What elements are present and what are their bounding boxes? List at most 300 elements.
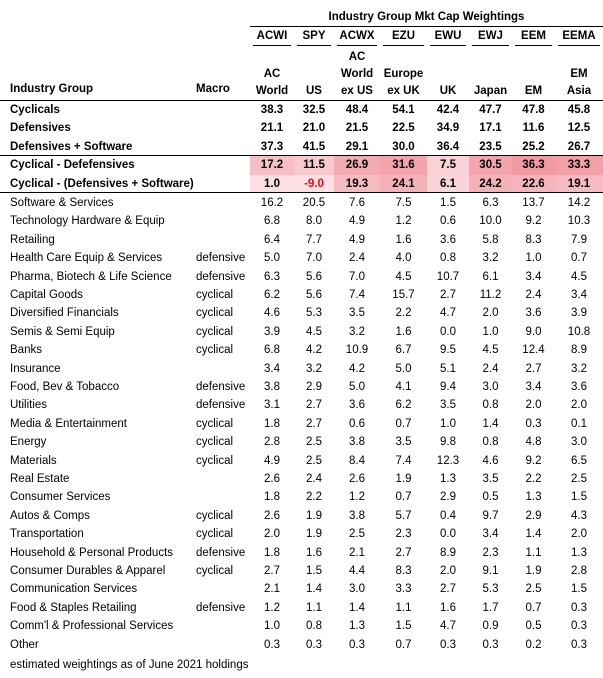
value-cell: 4.6 [482,454,499,467]
value-cell: 3.2 [306,362,322,375]
table-row [0,562,603,580]
region-header-line: Europe [383,68,424,80]
table-row [0,341,603,359]
value-cell: 1.3 [571,546,587,559]
value-cell: 3.0 [349,583,365,596]
value-cell: 3.8 [349,436,365,449]
macro-label: cyclical [196,454,234,467]
value-cell: 12.4 [522,344,545,357]
row-label: Materials [10,454,57,467]
value-cell: 26.7 [567,140,591,153]
value-cell: 2.7 [306,399,322,412]
value-cell: 4.7 [440,620,456,633]
row-label: Transportation [10,528,84,541]
value-cell: 2.1 [349,546,365,559]
macro-label: defensive [196,399,246,412]
row-label: Software & Services [10,197,114,209]
table-row [0,470,603,488]
macro-label: cyclical [196,289,234,301]
ticker-underline [515,45,552,46]
value-cell: 14.2 [567,197,591,209]
value-cell: 3.3 [395,583,412,596]
value-cell: 1.9 [525,565,542,577]
value-cell: 0.3 [571,620,587,633]
table-row [0,378,603,396]
value-cell: 9.2 [525,215,542,228]
region-header [294,83,334,100]
value-cell: 3.4 [525,381,542,393]
value-cell: 0.3 [571,638,587,651]
value-cell: 48.4 [345,104,369,116]
value-cell: 1.8 [264,491,280,504]
value-cell: 0.6 [349,417,365,430]
value-cell: 4.5 [482,344,499,357]
value-cell: 11.5 [294,156,334,174]
table-row [0,415,603,433]
table-row [0,452,603,470]
value-cell: 0.5 [482,491,499,504]
value-cell: 12.3 [436,454,460,467]
value-cell: 24.1 [380,175,427,193]
value-cell: 1.5 [306,565,322,577]
value-cell: 9.4 [440,381,456,393]
table-row [0,249,603,267]
value-cell: 23.5 [479,140,502,153]
value-cell: 32.5 [302,104,326,116]
value-cell: 21.0 [302,122,326,135]
value-cell: 1.8 [264,546,280,559]
row-label: Utilities [10,399,48,412]
value-cell: 34.9 [436,122,460,135]
value-cell: 0.0 [440,325,456,338]
value-cell: 2.2 [395,307,412,320]
value-cell: 37.3 [260,140,284,153]
value-cell: 3.5 [349,307,365,320]
value-cell: 1.9 [306,509,322,522]
region-header [250,66,294,100]
ticker-header-ewj: EWJ [478,30,503,42]
value-cell: 7.0 [349,270,365,283]
row-label: Household & Personal Products [10,546,174,559]
table-row [0,212,603,230]
value-cell: 1.9 [306,528,322,541]
table-row [0,544,603,562]
row-label: Health Care Equip & Services [10,252,163,265]
value-cell: 38.3 [260,104,284,116]
ticker-header-ewu: EWU [434,30,462,42]
value-cell: 2.9 [525,509,542,522]
table-row [0,617,603,635]
value-cell: 29.1 [345,140,369,153]
table-row [0,323,603,341]
value-cell: 0.3 [264,638,280,651]
value-cell: 4.7 [440,307,456,320]
row-label: Cyclical - (Defensives + Software) [10,177,194,190]
value-cell: 3.6 [440,233,456,246]
header-rule [0,100,603,101]
value-cell: 2.0 [571,399,587,412]
value-cell: 0.3 [571,601,587,614]
value-cell: 1.5 [571,583,587,596]
row-label: Energy [10,436,47,449]
value-cell: 0.4 [440,509,456,522]
value-cell: 6.2 [264,289,280,301]
value-cell: 2.3 [482,546,499,559]
table-row [0,360,603,378]
body-divider [0,192,603,193]
value-cell: 0.0 [440,528,456,541]
row-label: Cyclical - Defefensives [10,159,135,172]
value-cell: 5.8 [482,233,499,246]
value-cell: 1.2 [349,491,365,504]
value-cell: 1.0 [250,175,294,193]
value-cell: 4.0 [395,252,412,265]
value-cell: 30.0 [392,140,415,153]
value-cell: 13.7 [522,197,545,209]
value-cell: 2.4 [482,362,499,375]
value-cell: 9.5 [440,344,456,357]
macro-label: cyclical [196,509,234,522]
value-cell: 2.8 [264,436,280,449]
value-cell: 2.5 [306,454,322,467]
value-cell: 1.3 [440,473,456,485]
value-cell: 3.8 [349,509,365,522]
value-cell: 0.3 [440,638,456,651]
value-cell: 0.3 [525,417,542,430]
value-cell: 9.2 [525,454,542,467]
macro-label: cyclical [196,417,234,430]
summary-row [0,138,603,156]
macro-label: cyclical [196,344,234,357]
value-cell: 4.5 [395,270,412,283]
value-cell: 11.2 [479,289,502,301]
value-cell: 3.5 [482,473,499,485]
value-cell: 47.7 [479,104,502,116]
value-cell: 8.9 [571,344,587,357]
macro-header: Macro [196,83,230,95]
value-cell: 3.9 [264,325,280,338]
value-cell: 6.1 [427,175,469,193]
region-header [469,83,512,100]
value-cell: 0.3 [482,638,499,651]
value-cell: 2.0 [525,399,542,412]
value-cell: 0.6 [440,215,456,228]
value-cell: 3.2 [349,325,365,338]
value-cell: 3.1 [264,399,280,412]
table-row [0,396,603,414]
value-cell: 1.5 [395,620,412,633]
value-cell: 4.3 [571,509,587,522]
value-cell: 5.0 [264,252,280,265]
ticker-underline [472,45,509,46]
value-cell: 2.7 [264,565,280,577]
value-cell: 1.0 [525,252,542,265]
value-cell: 10.7 [436,270,460,283]
value-cell: 4.9 [349,215,365,228]
value-cell: 4.9 [349,233,365,246]
value-cell: 2.9 [306,381,322,393]
value-cell: 10.3 [567,215,591,228]
value-cell: 4.2 [306,344,322,357]
value-cell: 33.3 [555,156,603,174]
value-cell: 2.7 [440,289,456,301]
value-cell: 22.6 [512,175,555,193]
row-label: Technology Hardware & Equip [10,215,165,228]
value-cell: 2.0 [264,528,280,541]
value-cell: 12.5 [567,122,591,135]
value-cell: 8.9 [440,546,456,559]
value-cell: 1.2 [264,601,280,614]
row-label: Pharma, Biotech & Life Science [10,270,172,283]
value-cell: 2.5 [349,528,365,541]
table-row [0,636,603,654]
value-cell: 10.0 [479,215,502,228]
value-cell: 4.1 [395,381,412,393]
value-cell: 17.2 [250,156,294,174]
value-cell: 7.7 [306,233,322,246]
summary-divider [0,155,603,156]
region-header-line: ex UK [387,85,420,97]
footnote: estimated weightings as of June 2021 holdings [10,659,249,671]
macro-label: defensive [196,252,246,265]
value-cell: 2.5 [306,436,322,449]
value-cell: 9.8 [440,436,456,449]
value-cell: 3.0 [571,436,587,449]
ticker-header-acwi: ACWI [256,30,288,42]
value-cell: 6.7 [395,344,412,357]
table-title: Industry Group Mkt Cap Weightings [328,11,525,23]
value-cell: 1.5 [571,491,587,504]
value-cell: 3.6 [349,399,365,412]
value-cell: 31.6 [380,156,427,174]
value-cell: 26.9 [334,156,380,174]
value-cell: 2.1 [264,583,280,596]
value-cell: 4.6 [264,307,280,320]
value-cell: 2.8 [571,565,587,577]
table-row [0,433,603,451]
value-cell: 3.2 [571,362,587,375]
value-cell: 7.4 [395,454,412,467]
value-cell: 3.4 [264,362,280,375]
value-cell: 3.4 [571,289,587,301]
ticker-header-eema: EEMA [562,30,596,42]
value-cell: 0.7 [525,601,542,614]
value-cell: 1.2 [395,215,412,228]
value-cell: 0.8 [482,436,499,449]
value-cell: 4.5 [306,325,322,338]
value-cell: 3.5 [440,399,456,412]
row-label: Defensives [10,122,71,135]
value-cell: 20.5 [302,197,326,209]
value-cell: 6.8 [264,344,280,357]
value-cell: 1.6 [440,601,456,614]
row-label: Media & Entertainment [10,417,127,430]
value-cell: 4.9 [264,454,280,467]
summary-row [0,175,603,193]
summary-row [0,119,603,137]
value-cell: 1.4 [306,583,322,596]
value-cell: 7.5 [395,197,412,209]
summary-row [0,101,603,119]
row-label: Capital Goods [10,289,83,301]
value-cell: 6.4 [264,233,280,246]
row-label: Food & Staples Retailing [10,601,137,614]
row-label: Food, Bev & Tobacco [10,381,120,393]
value-cell: 9.7 [482,509,499,522]
value-cell: 5.3 [482,583,499,596]
value-cell: 0.5 [525,620,542,633]
region-header [512,83,555,100]
value-cell: 2.3 [395,528,412,541]
macro-label: cyclical [196,307,234,320]
value-cell: 2.7 [395,546,412,559]
value-cell: 3.8 [264,381,280,393]
region-header [427,83,469,100]
value-cell: 24.2 [469,175,512,193]
value-cell: 5.0 [395,362,412,375]
row-label: Semis & Semi Equip [10,325,115,338]
value-cell: 22.5 [392,122,415,135]
region-header [380,66,427,100]
macro-label: defensive [196,601,246,614]
value-cell: 2.4 [525,289,542,301]
value-cell: 1.1 [395,601,412,614]
region-header [334,49,380,100]
ticker-underline [430,45,466,46]
region-header-line: EM [524,85,543,97]
value-cell: 30.5 [469,156,512,174]
value-cell: 0.9 [482,620,499,633]
value-cell: 2.2 [525,473,542,485]
value-cell: 3.0 [482,381,499,393]
region-header [555,66,603,100]
value-cell: 5.3 [306,307,322,320]
value-cell: 2.0 [571,528,587,541]
value-cell: 3.9 [571,307,587,320]
value-cell: 1.0 [482,325,499,338]
value-cell: 4.4 [349,565,365,577]
macro-label: cyclical [196,565,234,577]
ticker-header-ezu: EZU [392,30,415,42]
macro-label: cyclical [196,436,234,449]
region-header-line: ex US [341,85,373,97]
value-cell: 4.5 [571,270,587,283]
table-row [0,507,603,525]
value-cell: 1.9 [395,473,412,485]
row-label: Consumer Services [10,491,111,504]
value-cell: 1.6 [395,233,412,246]
value-cell: 8.4 [349,454,365,467]
value-cell: 5.6 [306,270,322,283]
row-label: Communication Services [10,583,138,596]
value-cell: 8.3 [525,233,542,246]
ticker-underline [558,45,600,46]
value-cell: 5.7 [395,509,412,522]
table-row [0,304,603,322]
value-cell: 0.7 [395,638,412,651]
region-header-line: UK [439,85,457,97]
region-header-line: EM [570,68,588,80]
value-cell: 2.0 [482,307,499,320]
value-cell: 16.2 [260,197,284,209]
value-cell: 1.4 [482,417,499,430]
table-row [0,286,603,304]
value-cell: 0.8 [440,252,456,265]
value-cell: 6.3 [482,197,499,209]
region-header-line: AC [263,68,281,80]
table-row [0,599,603,617]
value-cell: 3.4 [482,528,499,541]
row-label: Cyclicals [10,104,60,116]
value-cell: 1.1 [525,546,542,559]
table-row [0,268,603,286]
value-cell: 1.0 [264,620,280,633]
value-cell: 2.6 [264,473,280,485]
value-cell: 19.3 [334,175,380,193]
value-cell: 9.1 [482,565,499,577]
table-row [0,488,603,506]
value-cell: -9.0 [294,175,334,193]
value-cell: 10.8 [567,325,591,338]
value-cell: 0.8 [482,399,499,412]
value-cell: 25.2 [522,140,545,153]
ticker-underline [297,45,331,46]
row-label: Consumer Durables & Apparel [10,565,166,577]
region-header-line: Asia [566,85,592,97]
value-cell: 3.4 [525,270,542,283]
value-cell: 1.0 [440,417,456,430]
ticker-header-acwx: ACWX [339,30,375,42]
value-cell: 45.8 [567,104,591,116]
value-cell: 6.2 [395,399,412,412]
region-header-line: US [306,85,322,97]
row-label: Banks [10,344,42,357]
value-cell: 5.0 [349,381,365,393]
value-cell: 4.2 [349,362,365,375]
value-cell: 0.7 [395,417,412,430]
row-label: Retailing [10,233,55,246]
macro-label: defensive [196,381,246,393]
value-cell: 1.6 [395,325,412,338]
value-cell: 4.8 [525,436,542,449]
ticker-underline [337,45,377,46]
row-label: Comm'l & Professional Services [10,620,174,633]
value-cell: 36.3 [512,156,555,174]
value-cell: 7.0 [306,252,322,265]
value-cell: 3.5 [395,436,412,449]
value-cell: 1.3 [349,620,365,633]
value-cell: 7.5 [427,156,469,174]
summary-row [0,156,603,174]
value-cell: 0.3 [306,638,322,651]
value-cell: 7.6 [349,197,365,209]
value-cell: 1.8 [264,417,280,430]
ticker-header-eem: EEM [521,30,546,42]
value-cell: 1.6 [306,546,322,559]
ticker-underline [253,45,291,46]
value-cell: 2.5 [525,583,542,596]
value-cell: 9.0 [525,325,542,338]
value-cell: 2.9 [440,491,456,504]
macro-label: cyclical [196,325,234,338]
macro-label: cyclical [196,528,234,541]
value-cell: 5.1 [440,362,456,375]
table-row [0,525,603,543]
table-row [0,580,603,598]
value-cell: 1.4 [525,528,542,541]
value-cell: 2.5 [571,473,587,485]
row-label: Autos & Comps [10,509,90,522]
